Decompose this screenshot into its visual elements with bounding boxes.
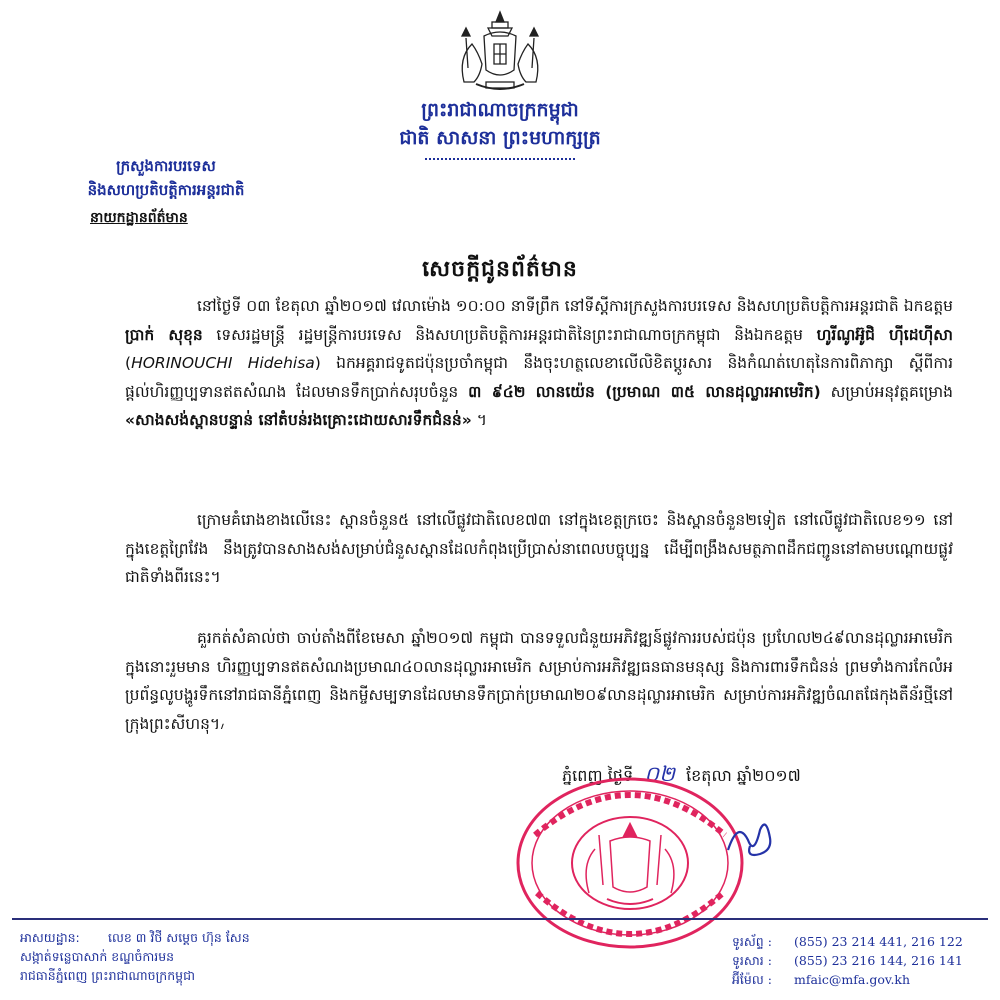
- address-line-3: រាជធានីភ្នំពេញ ព្រះរាជាណាចក្រកម្ពុជា: [20, 968, 195, 983]
- p1-amount: ៣ ៩៤២ លានយ៉េន (ប្រមាណ ៣៥ លានដុល្លារអាមេរិក): [468, 382, 821, 401]
- kingdom-heading: [300, 96, 700, 160]
- paragraph-3: [125, 624, 953, 738]
- p1-name-ambassador: ហូរីណូអ៊ូជិ ហ៊ីដេហ៊ីសា: [816, 325, 953, 344]
- official-seal-icon: [515, 775, 745, 950]
- p1-text-c: ទេសរដ្ឋមន្ត្រី រដ្ឋមន្ត្រីការបរទេស និងសហប្រតិបត្តិការអន្តរជាតិនៃព្រះរាជាណាចក្រកម្ពុជា និងឯកឧត្តម: [202, 325, 817, 344]
- phone-number: (855) 23 214 441, 216 122: [794, 934, 963, 949]
- p1-text-f: សម្រាប់អនុវត្តគម្រោង: [820, 382, 954, 401]
- royal-coat-of-arms-icon: [450, 8, 550, 96]
- p1-text-a: នៅថ្ងៃទី ០៣ ខែតុលា ឆ្នាំ២០១៧ វេលាម៉ោង ១០:០០ នាទីព្រឹក នៅទីស្ដីការក្រសួងការបរទេស និងសហប្រតិបត្តិការអន្តរជាតិ ឯកឧត្តម: [197, 297, 953, 315]
- address-line-2: សង្កាត់ទន្លេបាសាក់ ខណ្ឌចំការមន: [20, 949, 175, 964]
- p1-text-g: ។: [471, 411, 487, 430]
- email-label: អ៊ីម៉ែល :: [732, 972, 772, 987]
- ministry-line-1: ក្រសួងការបរទេស: [116, 157, 216, 175]
- email-address[interactable]: mfaic@mfa.gov.kh: [794, 972, 911, 987]
- kingdom-line-2: ជាតិ សាសនា ព្រះមហាក្សត្រ: [399, 127, 601, 149]
- p2-text: ក្រោមគំរោងខាងលើនេះ ស្ពានចំនួន៥ នៅលើផ្លូវជាតិលេខ៧៣ នៅក្នុងខេត្តក្រចេះ និងស្ពានចំនួន២ទៀត នៅលើផ្លូវជាតិលេខ១១ នៅក្នុងខេត្តព្រៃវែង នឹងត្រូវបានសាងសង់សម្រាប់ជំនួសស្ពានដែលកំពុងប្រើប្រាស់នាពេលបច្ចុប្បន្ន ដើម្បីពង្រឹងសមត្ថភាពដឹកជញ្ជូននៅតាមបណ្ដោយផ្លូវជាតិទាំងពីរនេះ។: [125, 511, 953, 587]
- p1-text-d: (: [125, 354, 132, 373]
- p1-project-name: «សាងសង់ស្ពានបន្ទាន់ នៅតំបន់រងគ្រោះដោយសារទឹកជំនន់»: [125, 411, 472, 430]
- signature-mark: [720, 810, 780, 870]
- dateline-day: ០២: [644, 762, 675, 786]
- p1-text-e: ) ឯកអគ្គរាជទូតជប៉ុនប្រចាំកម្ពុជា នឹងចុះហត្ថលេខាលើលិខិតប្ដូរសារ និងកំណត់ហេតុនៃការពិភាក្សា ស្ដីពីការផ្ដល់ហិរញ្ញប្បទានឥតសំណង ដែលមានទឹកប្រាក់សរុបចំនួន: [125, 354, 953, 401]
- dateline-prefix: ភ្នំពេញ ថ្ងៃទី: [562, 766, 634, 785]
- fax-label: ទូរសារ :: [732, 953, 772, 968]
- page-title: សេចក្ដីជូនព័ត៌មាន: [422, 257, 578, 282]
- paragraph-2: [125, 506, 953, 592]
- p1-latin-name: HORINOUCHI Hidehisa: [131, 354, 315, 373]
- kingdom-line-1: ព្រះរាជាណាចក្រកម្ពុជា: [421, 99, 579, 121]
- footer-divider: [12, 918, 988, 920]
- dateline-suffix: ខែតុលា ឆ្នាំ២០១៧: [686, 766, 801, 785]
- paragraph-1: [125, 292, 953, 435]
- ministry-heading: [16, 154, 316, 202]
- address-line-1: លេខ ៣ វិថី សម្ដេច ហ៊ុន សែន: [108, 930, 250, 945]
- fax-number: (855) 23 216 144, 216 141: [794, 953, 963, 968]
- footer-address: [20, 928, 250, 985]
- p3-text: គួរកត់សំគាល់ថា ចាប់តាំងពីខែមេសា ឆ្នាំ២០១៧ កម្ពុជា បានទទួលជំនួយអភិវឌ្ឍន៍ផ្លូវការរបស់ជប៉ុន ប្រហែល២៤៩លានដុល្លារអាមេរិក ក្នុងនោះរួមមាន ហិរញ្ញប្បទានឥតសំណងប្រមាណ៤០លានដុល្លារអាមេរិក សម្រាប់ការអភិវឌ្ឍធនធានមនុស្ស និងការពារទឹកជំនន់ ព្រមទាំងការកែលំអប្រព័ន្ធលូបង្ហូរទឹកនៅរាជធានីភ្នំពេញ និងកម្ចីសម្បទានដែលមានទឹកប្រាក់ប្រមាណ២០៩លានដុល្លារអាមេរិក សម្រាប់ការអភិវឌ្ឍចំណតផែកុងតឺន័រថ្មីនៅក្រុងព្រះសីហនុ។៸: [125, 629, 953, 733]
- ministry-line-2: និងសហប្រតិបត្តិការអន្តរជាតិ: [87, 181, 245, 199]
- footer-contacts: [732, 932, 963, 989]
- phone-label: ទូរស័ព្ទ :: [732, 934, 772, 949]
- divider: [425, 158, 575, 160]
- p1-name-minister: ប្រាក់ សុខុន: [125, 325, 203, 344]
- department-label: នាយកដ្ឋានព័ត៌មាន: [90, 210, 188, 226]
- address-label: អាសយដ្ឋាន:: [20, 930, 80, 945]
